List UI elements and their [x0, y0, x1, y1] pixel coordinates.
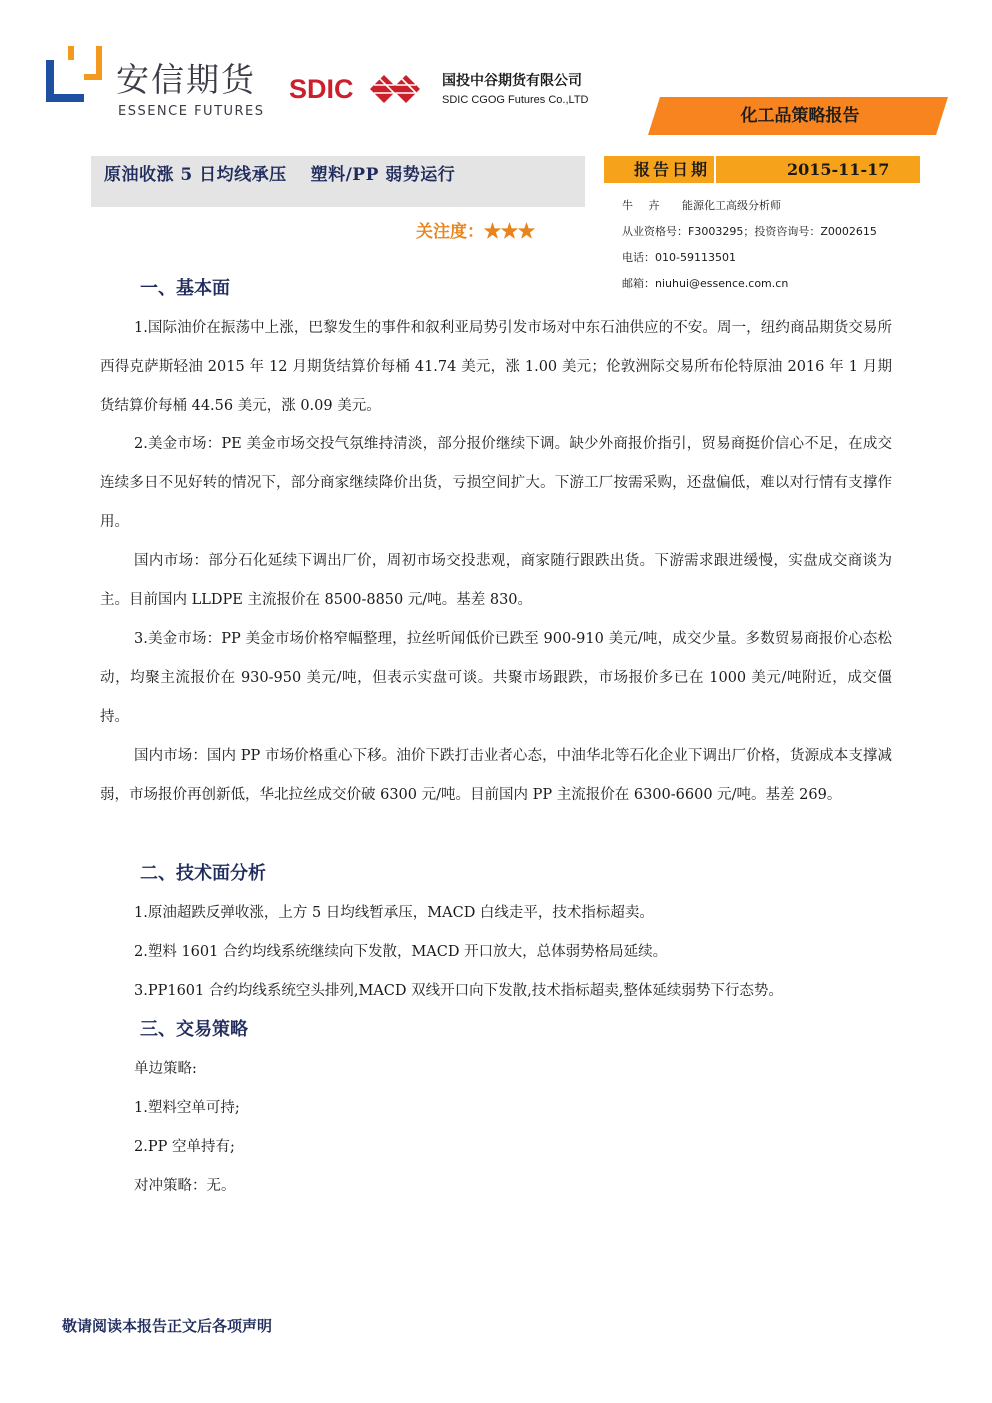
- date-bar-divider: [714, 156, 716, 183]
- analyst-title: 能源化工高级分析师: [682, 199, 781, 212]
- brand-name-en: ESSENCE FUTURES: [118, 104, 265, 119]
- report-title: 原油收涨 5 日均线承压 塑料/PP 弱势运行: [104, 165, 456, 185]
- report-date-value: 2015-11-17: [787, 160, 890, 179]
- attention-rating: 关注度：★★★: [416, 222, 535, 242]
- disclaimer-footer[interactable]: 敬请阅读本报告正文后各项声明: [62, 1317, 273, 1335]
- sdic-diamond-icon: [370, 72, 428, 106]
- partner-name-en: SDIC CGOG Futures Co.,LTD: [442, 94, 589, 106]
- paragraph-pe-usd-market: 2.美金市场：PE 美金市场交投气氛维持清淡，部分报价继续下调。缺少外商报价指引，贸易商挺价信心不足，在成交连续多日不见好转的情况下，部分商家继续降价出货，亏损空间扩大。下游工厂按需采购，还盘偏低，难以对行情有支撑作用。: [100, 436, 892, 530]
- technical-line-crude: 1.原油超跌反弹收涨，上方 5 日均线暂承压，MACD 白线走平，技术指标超卖。: [134, 905, 654, 921]
- section-heading-fundamentals: 一、基本面: [140, 278, 230, 299]
- paragraph-pe-domestic-market: 国内市场：部分石化延续下调出厂价，周初市场交投悲观，商家随行跟跌出货。下游需求跟进缓慢，实盘成交商谈为主。目前国内 LLDPE 主流报价在 8500-8850 元/吨。基差 830。: [100, 553, 892, 608]
- paragraph-pp-domestic-market: 国内市场：国内 PP 市场价格重心下移。油价下跌打击业者心态，中油华北等石化企业下调出厂价格，货源成本支撑减弱，市场报价再创新低，华北拉丝成交价破 6300 元/吨。目前国内 PP 主流报价在 6300-6600 元/吨。基差 269。: [100, 748, 892, 803]
- paragraph-pp-usd-market: 3.美金市场：PP 美金市场价格窄幅整理，拉丝听闻低价已跌至 900-910 美元/吨，成交少量。多数贸易商报价心态松动，均聚主流报价在 930-950 美元/吨，但表示实盘可谈。共聚市场跟跌，市场报价多已在 1000 美元/吨附近，成交僵持。: [100, 631, 892, 725]
- technical-line-pp: 3.PP1601 合约均线系统空头排列,MACD 双线开口向下发散,技术指标超卖,整体延续弱势下行态势。: [134, 983, 783, 999]
- paragraph-crude-oil: 1.国际油价在振荡中上涨，巴黎发生的事件和叙利亚局势引发市场对中东石油供应的不安。周一，纽约商品期货交易所西得克萨斯轻油 2015 年 12 月期货结算价每桶 41.74 美元，涨 1.00 美元；伦敦洲际交易所布伦特原油 2016 年 1 月期货结算价每桶 44.56 美元，涨 0.09 美元。: [100, 320, 892, 414]
- strategy-line: 1.塑料空单可持;: [134, 1100, 240, 1116]
- analyst-name: 牛 卉: [622, 199, 666, 212]
- strategy-line: 对冲策略：无。: [134, 1178, 236, 1194]
- section-heading-technical: 二、技术面分析: [140, 863, 266, 884]
- technical-line-plastic: 2.塑料 1601 合约均线系统继续向下发散，MACD 开口放大，总体弱势格局延续。: [134, 944, 668, 960]
- report-date-label: 报告日期: [634, 160, 711, 179]
- report-category: 化工品策略报告: [740, 106, 860, 126]
- analyst-certification: 从业资格号：F3003295；投资咨询号：Z0002615: [622, 225, 877, 238]
- analyst-phone: 电话：010-59113501: [622, 251, 736, 264]
- analyst-email[interactable]: 邮箱：niuhui@essence.com.cn: [622, 277, 789, 290]
- partner-name-cn: 国投中谷期货有限公司: [442, 73, 582, 89]
- sdic-logo-text: SDIC: [289, 74, 354, 104]
- brand-name-cn: 安信期货: [116, 60, 256, 99]
- strategy-line: 单边策略:: [134, 1061, 197, 1077]
- section-heading-strategy: 三、交易策略: [140, 1019, 248, 1040]
- strategy-line: 2.PP 空单持有;: [134, 1139, 235, 1155]
- essence-logo-icon: [46, 46, 102, 102]
